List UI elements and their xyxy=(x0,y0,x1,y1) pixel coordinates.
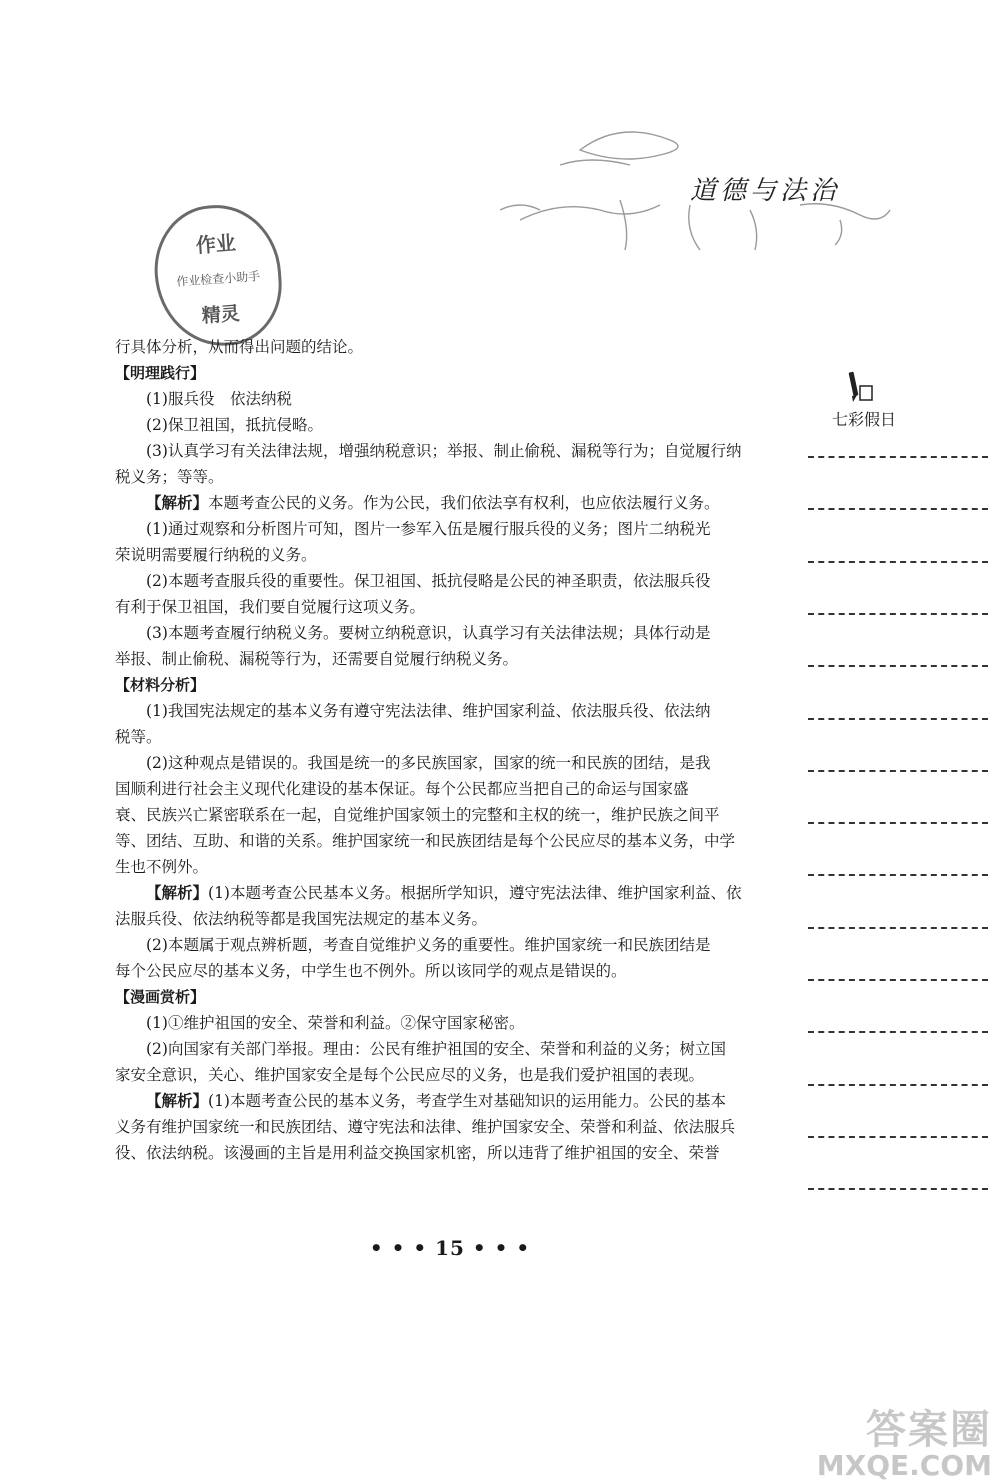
line-text: (1)我国宪法规定的基本义务有遵守宪法法律、维护国家利益、依法服兵役、依法纳 xyxy=(146,702,711,720)
line-text: 衰、民族兴亡紧密联系在一起，自觉维护国家领土的完整和主权的统一，维护民族之间平 xyxy=(115,806,720,824)
analysis-tag: 【解析】 xyxy=(146,884,209,902)
line-text: 【明理践行】 xyxy=(115,364,206,382)
section-heading xyxy=(115,672,747,698)
line-text: 生也不例外。 xyxy=(115,858,209,876)
line-text: (2)向国家有关部门举报。理由：公民有维护祖国的安全、荣誉和利益的义务；树立国 xyxy=(146,1040,726,1058)
line-text: (2)本题考查服兵役的重要性。保卫祖国、抵抗侵略是公民的神圣职责，依法服兵役 xyxy=(146,572,711,590)
line-text: 等、团结、互助、和谐的关系。维护国家统一和民族团结是每个公民应尽的基本义务，中学 xyxy=(115,832,736,850)
page-number: • • • 15 • • • xyxy=(369,1236,531,1260)
line-text: 举报、制止偷税、漏税等行为，还需要自觉履行纳税义务。 xyxy=(115,650,519,668)
line-text: 役、依法纳税。该漫画的主旨是用利益交换国家机密，所以违背了维护祖国的安全、荣誉 xyxy=(115,1144,720,1162)
text-line xyxy=(115,802,747,828)
line-text: 每个公民应尽的基本义务，中学生也不例外。所以该同学的观点是错误的。 xyxy=(115,962,627,980)
line-text: 【材料分析】 xyxy=(115,676,206,694)
text-line xyxy=(115,698,747,724)
text-line xyxy=(115,776,747,802)
section-heading xyxy=(115,984,747,1010)
text-line xyxy=(115,620,747,646)
note-line xyxy=(808,508,988,510)
text-line xyxy=(115,516,747,542)
text-line xyxy=(115,490,747,516)
text-line xyxy=(115,1036,747,1062)
text-line xyxy=(115,1088,747,1114)
text-line xyxy=(115,412,747,438)
line-text: (2)保卫祖国，抵抗侵略。 xyxy=(146,416,323,434)
note-line xyxy=(808,718,988,720)
stamp-bottom-text: 精灵 xyxy=(201,302,241,328)
text-line xyxy=(115,464,747,490)
line-text: (3)本题考查履行纳税义务。要树立纳税意识，认真学习有关法律法规；具体行动是 xyxy=(146,624,711,642)
text-line xyxy=(115,438,747,464)
stamp-middle-text: 作业检查小助手 xyxy=(175,269,261,289)
watermark-url: MXQE.COM xyxy=(816,1449,992,1482)
line-text: 【漫画赏析】 xyxy=(115,988,206,1006)
line-text: 义务有维护国家统一和民族团结、遵守宪法和法律、维护国家安全、荣誉和利益、依法服兵 xyxy=(115,1118,736,1136)
sidebar-title: 七彩假日 xyxy=(832,410,897,429)
note-line xyxy=(808,613,988,615)
line-text: (1)①维护祖国的安全、荣誉和利益。②保守国家秘密。 xyxy=(146,1014,525,1032)
text-line xyxy=(115,568,747,594)
analysis-tag: 【解析】 xyxy=(146,1092,209,1110)
analysis-tag: 【解析】 xyxy=(146,494,209,512)
text-line xyxy=(115,724,747,750)
line-text: 法服兵役、依法纳税等都是我国宪法规定的基本义务。 xyxy=(115,910,488,928)
note-line xyxy=(808,1031,988,1033)
line-text: (2)这种观点是错误的。我国是统一的多民族国家，国家的统一和民族的团结，是我 xyxy=(146,754,711,772)
line-text: 有利于保卫祖国，我们要自觉履行这项义务。 xyxy=(115,598,426,616)
text-line xyxy=(115,646,747,672)
text-line xyxy=(115,334,747,360)
answer-text-column xyxy=(115,334,747,1166)
line-text: (1)通过观察和分析图片可知，图片一参军入伍是履行服兵役的义务；图片二纳税光 xyxy=(146,520,711,538)
note-line xyxy=(808,1188,988,1190)
line-text: 本题考查公民的义务。作为公民，我们依法享有权利，也应依法履行义务。 xyxy=(208,494,720,512)
text-line xyxy=(115,880,747,906)
watermark xyxy=(787,1398,992,1482)
text-line xyxy=(115,958,747,984)
note-line xyxy=(808,874,988,876)
text-line xyxy=(115,932,747,958)
text-line xyxy=(115,1062,747,1088)
stamp-top-text: 作业 xyxy=(195,230,237,258)
homework-stamp xyxy=(150,201,286,350)
note-line xyxy=(808,665,988,667)
section-heading xyxy=(115,360,747,386)
line-text: (1)服兵役 依法纳税 xyxy=(146,390,292,408)
line-text: 税等。 xyxy=(115,728,162,746)
text-line xyxy=(115,1140,747,1166)
text-line xyxy=(115,1010,747,1036)
note-line xyxy=(808,822,988,824)
pen-icon xyxy=(848,370,874,404)
note-line xyxy=(808,1136,988,1138)
note-line xyxy=(808,770,988,772)
line-text: (2)本题属于观点辨析题，考查自觉维护义务的重要性。维护国家统一和民族团结是 xyxy=(146,936,711,954)
text-line xyxy=(115,828,747,854)
line-text: (1)本题考查公民基本义务。根据所学知识，遵守宪法法律、维护国家利益、依 xyxy=(208,884,742,902)
note-line xyxy=(808,456,988,458)
subject-title: 道德与法治 xyxy=(690,176,841,206)
line-text: (1)本题考查公民的基本义务，考查学生对基础知识的运用能力。公民的基本 xyxy=(208,1092,726,1110)
text-line xyxy=(115,906,747,932)
text-line xyxy=(115,854,747,880)
line-text: 荣说明需要履行纳税的义务。 xyxy=(115,546,317,564)
line-text: 国顺利进行社会主义现代化建设的基本保证。每个公民都应当把自己的命运与国家盛 xyxy=(115,780,689,798)
text-line xyxy=(115,750,747,776)
note-line xyxy=(808,561,988,563)
note-line xyxy=(808,979,988,981)
watermark-logo-text: 答案圈 xyxy=(866,1407,992,1453)
text-line xyxy=(115,386,747,412)
text-line xyxy=(115,542,747,568)
line-text: 行具体分析，从而得出问题的结论。 xyxy=(115,338,364,356)
note-line xyxy=(808,927,988,929)
note-line xyxy=(808,1084,988,1086)
text-line xyxy=(115,594,747,620)
line-text: 家安全意识，关心、维护国家安全是每个公民应尽的义务，也是我们爱护祖国的表现。 xyxy=(115,1066,705,1084)
line-text: 税义务；等等。 xyxy=(115,468,224,486)
text-line xyxy=(115,1114,747,1140)
line-text: (3)认真学习有关法律法规，增强纳税意识；举报、制止偷税、漏税等行为；自觉履行纳 xyxy=(146,442,742,460)
